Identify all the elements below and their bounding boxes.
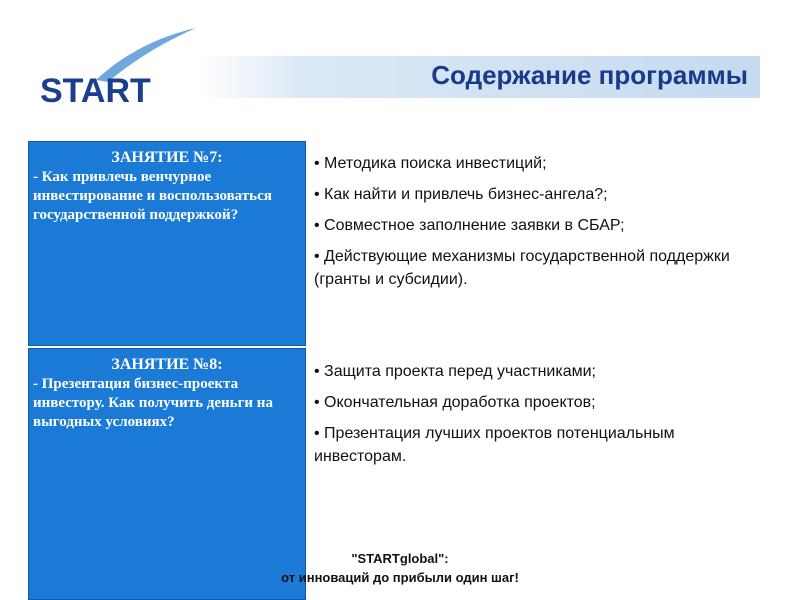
topic-item: • Методика поиска инвестиций; [314, 155, 547, 172]
topic-item: • Совместное заполнение заявки в СБАР; [314, 217, 625, 234]
footer-line-1: "STARTglobal": [351, 551, 449, 566]
footer-line-2: от инноваций до прибыли один шаг! [281, 570, 519, 585]
session-7-description: - Как привлечь венчурное инвестирование и воспользоваться государственной поддержкой? [33, 169, 272, 223]
logo-text: START [40, 72, 151, 110]
topic-item: • Действующие механизмы государственной поддержки (гранты и субсидии). [314, 248, 730, 288]
topic-item: • Презентация лучших проектов потенциальным инвесторам. [314, 425, 675, 465]
session-8-topics [314, 360, 754, 476]
page-title: Содержание программы [431, 60, 748, 90]
session-7-heading: ЗАНЯТИЕ №7: [111, 149, 223, 166]
session-8-description: - Презентация бизнес-проекта инвестору. Как получить деньги на выгодных условиях? [33, 376, 273, 430]
header-bar [200, 56, 760, 98]
session-7-topics [314, 152, 754, 299]
footer-slogan [200, 549, 600, 587]
topic-item: • Как найти и привлечь бизнес-ангела?; [314, 186, 608, 203]
start-logo [36, 22, 206, 112]
session-7-panel [28, 141, 306, 346]
topic-item: • Защита проекта перед участниками; [314, 363, 596, 380]
topic-item: • Окончательная доработка проектов; [314, 394, 596, 411]
session-8-heading: ЗАНЯТИЕ №8: [111, 356, 223, 373]
